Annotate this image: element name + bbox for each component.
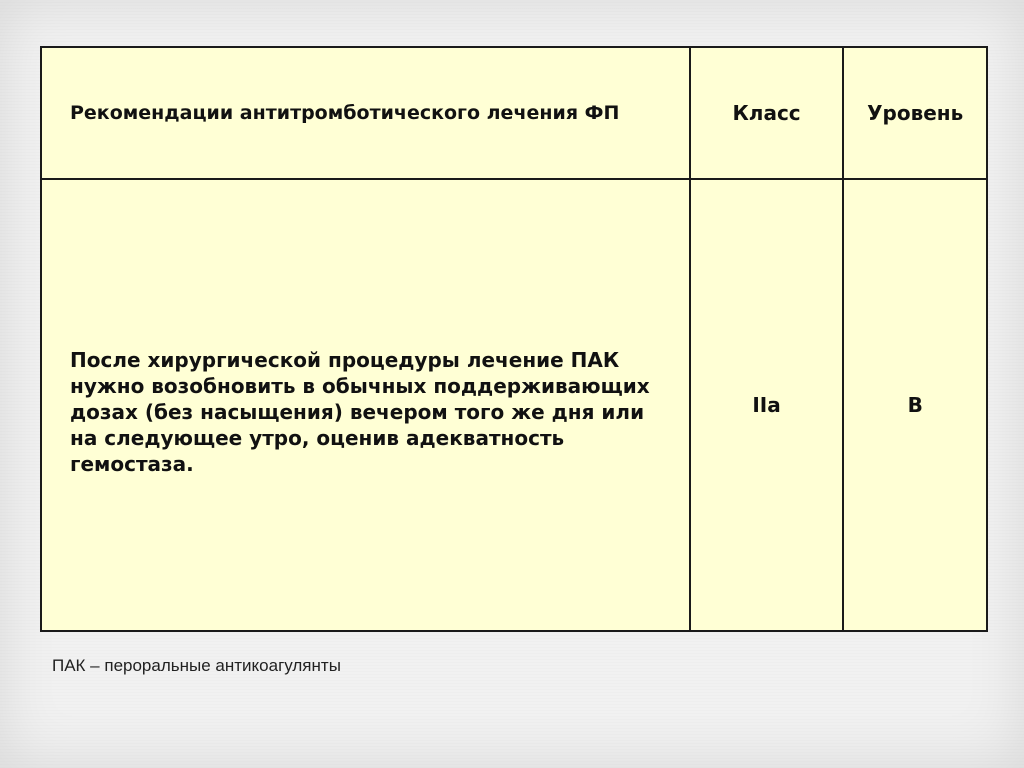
header-recommendation: Рекомендации антитромботического лечения ФП	[41, 47, 690, 179]
table-header-row	[41, 47, 987, 179]
table-row	[41, 179, 987, 631]
recommendations-table	[40, 46, 988, 632]
recommendation-cell: После хирургической процедуры лечение ПАК нужно возобновить в обычных поддерживающих дозах (без насыщения) вечером того же дня или на следующее утро, оценив адекватность гемостаза.	[41, 179, 690, 631]
class-cell: IIa	[690, 179, 844, 631]
header-class: Класс	[690, 47, 844, 179]
footnote: ПАК – пероральные антикоагулянты	[52, 656, 341, 675]
level-cell: B	[843, 179, 987, 631]
header-level: Уровень	[843, 47, 987, 179]
